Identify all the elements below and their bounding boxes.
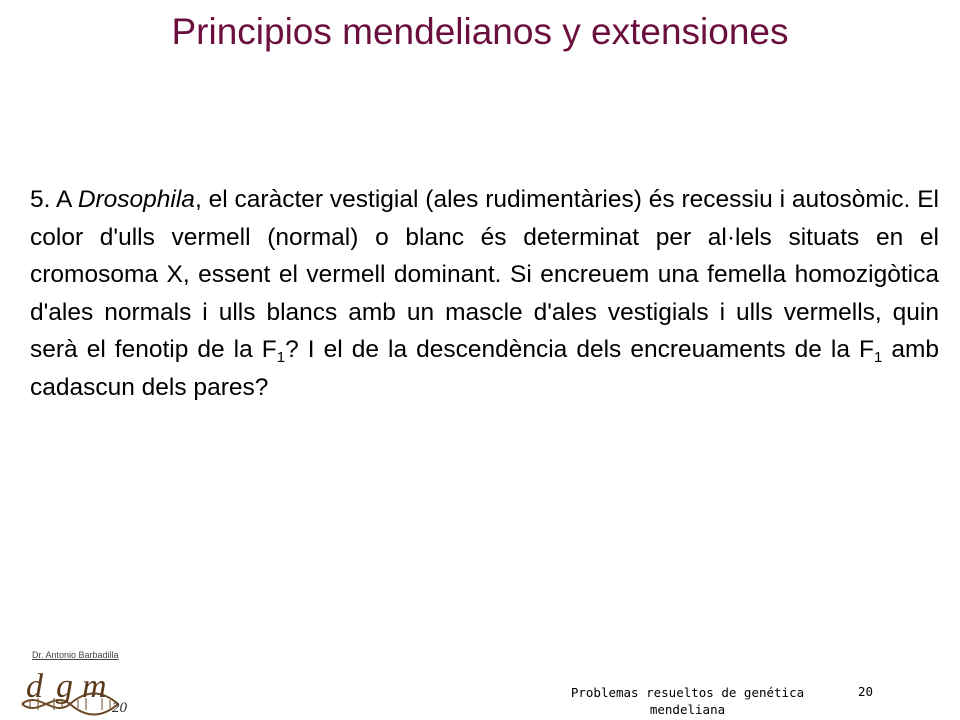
subscript-f1-second: 1 [873,349,883,367]
svg-text:d: d [26,668,43,705]
subscript-f1-first: 1 [276,349,286,367]
problem-statement [30,181,939,407]
slide-title: Principios mendelianos y extensiones [171,11,789,52]
page-number: 20 [858,684,874,699]
species-name: Drosophila [77,186,195,213]
logo-number: 20 [112,700,127,716]
svg-text:g: g [56,668,73,705]
author-link[interactable]: Dr. Antonio Barbadilla [32,650,119,660]
problem-number: 5. A [30,186,78,213]
problem-text-part-1: , el caràcter vestigial (ales rudimentàries) és recessiu i autosòmic. El color d'ulls vermell (normal) o blanc és determinat per al·lels situats en el cromosoma X, essent el vermell dominant. Si encreuem una femella homozigòtica d'ales normals i ulls blancs amb un mascle d'ales vestigials i ulls vermells, quin serà el fenotip de la F [30,186,939,364]
svg-text:m: m [82,668,107,705]
problem-text-part-3: amb cadascun dels pares? [30,336,940,401]
footer-caption: Problemas resueltos de genética mendeliana [570,685,805,717]
problem-text-part-2: ? I el de la descendència dels encreuaments de la F [285,336,874,364]
